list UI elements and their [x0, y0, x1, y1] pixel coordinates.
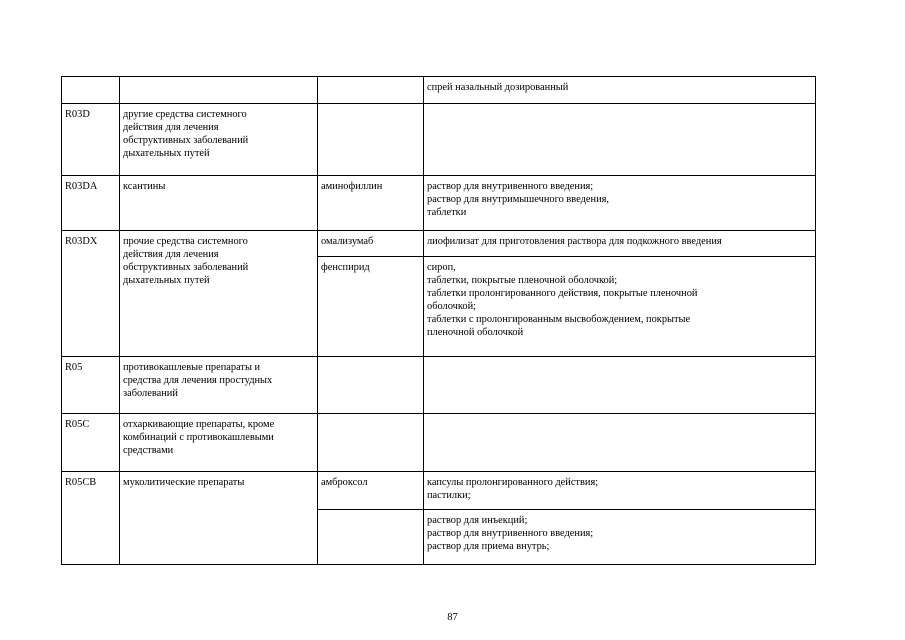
dosage-form-cell: лиофилизат для приготовления раствора для подкожного введения — [424, 231, 816, 257]
dosage-form-cell: капсулы пролонгированного действия; пастилки; — [424, 472, 816, 510]
dosage-form-cell — [424, 414, 816, 472]
inn-cell — [318, 414, 424, 472]
inn-cell — [318, 77, 424, 104]
atc-group-name-cell: отхаркивающие препараты, кроме комбинаций с противокашлевыми средствами — [120, 414, 318, 472]
atc-code-cell — [62, 77, 120, 104]
atc-code-cell: R03DX — [62, 231, 120, 357]
table-row — [62, 472, 816, 510]
inn-cell: фенспирид — [318, 257, 424, 357]
table-row — [62, 231, 816, 257]
atc-group-name-cell — [120, 77, 318, 104]
table-row — [62, 414, 816, 472]
inn-cell — [318, 357, 424, 414]
dosage-form-cell: раствор для инъекций; раствор для внутривенного введения; раствор для приема внутрь; — [424, 510, 816, 565]
table-row — [62, 176, 816, 231]
page-number: 87 — [447, 612, 458, 623]
atc-code-cell: R03D — [62, 104, 120, 176]
inn-cell — [318, 510, 424, 565]
atc-group-name-cell: прочие средства системного действия для лечения обструктивных заболеваний дыхательных путей — [120, 231, 318, 357]
atc-code-cell: R05CB — [62, 472, 120, 565]
table-row — [62, 357, 816, 414]
inn-cell — [318, 104, 424, 176]
drug-classification-table — [61, 76, 816, 565]
dosage-form-cell: раствор для внутривенного введения; раствор для внутримышечного введения, таблетки — [424, 176, 816, 231]
atc-code-cell: R05 — [62, 357, 120, 414]
atc-group-name-cell: ксантины — [120, 176, 318, 231]
atc-group-name-cell: противокашлевые препараты и средства для лечения простудных заболеваний — [120, 357, 318, 414]
inn-cell: омализумаб — [318, 231, 424, 257]
atc-group-name-cell: муколитические препараты — [120, 472, 318, 565]
atc-code-cell: R03DA — [62, 176, 120, 231]
table-row — [62, 104, 816, 176]
dosage-form-cell — [424, 104, 816, 176]
atc-group-name-cell: другие средства системного действия для лечения обструктивных заболеваний дыхательных путей — [120, 104, 318, 176]
inn-cell: амброксол — [318, 472, 424, 510]
dosage-form-cell: спрей назальный дозированный — [424, 77, 816, 104]
dosage-form-cell — [424, 357, 816, 414]
dosage-form-cell: сироп, таблетки, покрытые пленочной оболочкой; таблетки пролонгированного действия, покрытые пленочной оболочкой; таблетки с пролонгированным высвобождением, покрытые пленочной оболочкой — [424, 257, 816, 357]
table-row — [62, 77, 816, 104]
inn-cell: аминофиллин — [318, 176, 424, 231]
atc-code-cell: R05C — [62, 414, 120, 472]
